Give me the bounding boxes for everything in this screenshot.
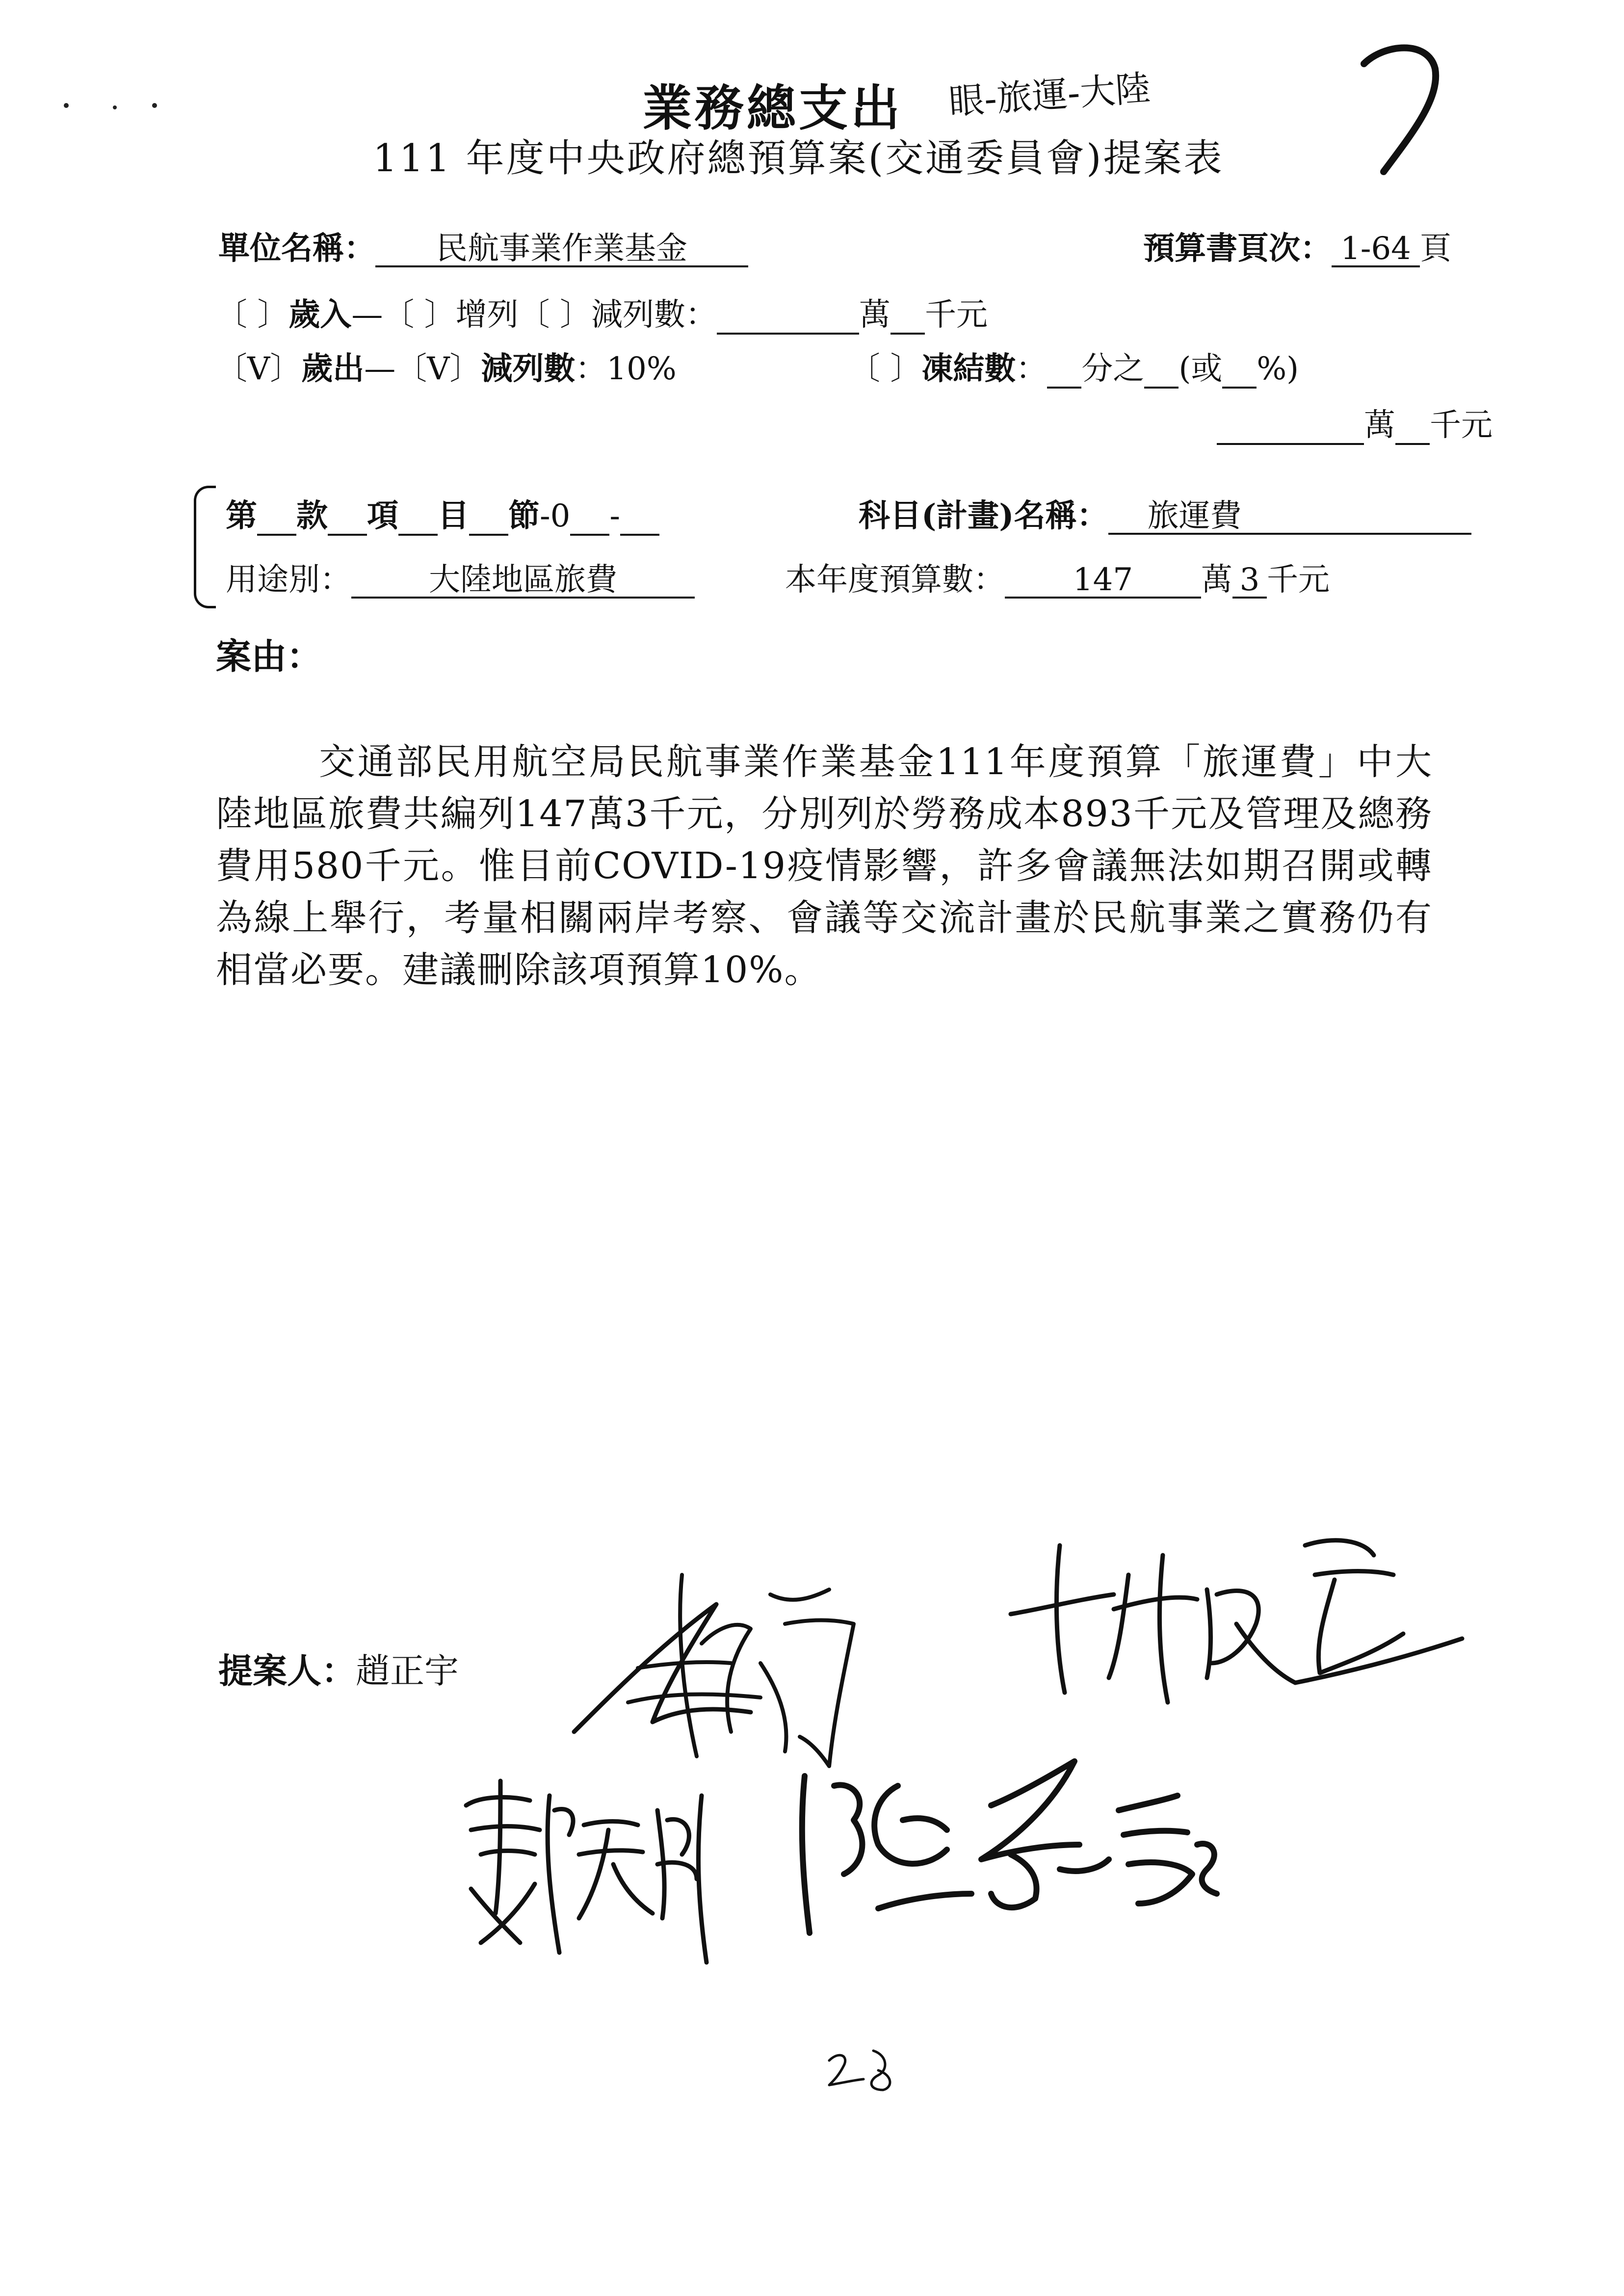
bottom-handwritten-mark — [824, 2041, 898, 2097]
subject-value: 旅運費 — [1108, 500, 1471, 535]
document-title: 業務總支出 — [643, 79, 903, 137]
budget-qian: 千元 — [1267, 562, 1330, 598]
freeze-percent-blank — [1222, 356, 1257, 389]
page-label: 預算書頁次： — [1143, 230, 1332, 267]
freeze-bracket: 〔 〕 — [849, 351, 922, 387]
kuan-label: 第 — [226, 497, 257, 534]
expense-label: 歲出 — [301, 350, 365, 387]
expense-row — [216, 343, 677, 389]
income-bracket: 〔 〕 — [216, 297, 289, 333]
signature-4 — [785, 1747, 1227, 1955]
scan-speck — [113, 105, 117, 109]
purpose-label: 用途別： — [226, 562, 351, 598]
xiang-blank — [328, 503, 367, 536]
proposer-line — [218, 1644, 459, 1693]
budget-wan: 萬 — [1201, 562, 1232, 598]
income-qian: 千元 — [925, 297, 988, 333]
freeze-numerator-blank — [1144, 356, 1179, 389]
mu-label: 目 — [438, 497, 469, 534]
income-qian-blank — [891, 302, 925, 335]
jie-dash: - — [609, 498, 620, 534]
freeze-row — [849, 343, 1299, 389]
freeze-denominator-blank — [1047, 356, 1081, 389]
budget-qian-value: 3 — [1232, 564, 1267, 599]
proposer-label: 提案人： — [218, 1650, 356, 1691]
handwritten-page-number — [1354, 34, 1452, 183]
freeze-amount-blank — [1217, 413, 1364, 445]
unit-label: 單位名稱： — [218, 230, 375, 267]
income-amount-blank — [717, 302, 859, 335]
mu-blank — [398, 503, 438, 536]
freeze-qian-blank — [1395, 413, 1430, 445]
budget-item-bracket — [194, 486, 216, 608]
expense-cut-label: 減列數 — [481, 350, 576, 387]
subject-row — [859, 491, 1471, 536]
jie-dash-blank — [620, 503, 659, 536]
page-suffix: 頁 — [1420, 231, 1451, 267]
reason-label: 案由： — [216, 635, 322, 677]
scan-speck — [64, 103, 69, 108]
jie-blank — [469, 503, 508, 536]
budget-value: 147 — [1005, 564, 1201, 599]
scan-speck — [152, 103, 157, 108]
freeze-amount-row — [1217, 400, 1493, 445]
signature-2 — [1001, 1516, 1472, 1724]
jie-label: 節 — [508, 497, 540, 534]
budget-label: 本年度預算數： — [785, 562, 1005, 598]
freeze-colon: ： — [1016, 351, 1048, 387]
freeze-label: 凍結數 — [921, 350, 1016, 387]
kuan-blank — [257, 503, 296, 536]
income-wan: 萬 — [859, 297, 891, 333]
income-options: —〔 〕增列〔 〕減列數： — [351, 297, 717, 333]
budget-row — [785, 554, 1330, 600]
page-ref-row — [1143, 223, 1451, 268]
reason-paragraph: 交通部民用航空局民航事業作業基金111年度預算「旅運費」中大陸地區旅費共編列147萬3千元，分別列於勞務成本893千元及管理及總務費用580千元。惟目前COVID-19疫情影響，許多會議無法如期召開或轉為線上舉行，考量相關兩岸考察、會議等交流計畫於民航事業之實務仍有相當必要。建議刪除該項預算10%。 — [216, 741, 1433, 991]
purpose-value: 大陸地區旅費 — [351, 564, 695, 599]
freeze-fraction: 分之 — [1081, 351, 1145, 387]
page-value: 1-64 — [1332, 233, 1420, 267]
freeze-qian: 千元 — [1430, 407, 1493, 444]
income-row — [216, 289, 988, 335]
subject-label: 科目(計畫)名稱： — [859, 497, 1108, 534]
expense-bracket: 〔V〕 — [216, 351, 302, 387]
freeze-wan: 萬 — [1364, 407, 1395, 444]
expense-cut-value: ：10% — [575, 351, 677, 387]
document-subtitle: 111 年度中央政府總預算案(交通委員會)提案表 — [373, 136, 1224, 181]
handwritten-note: 眼-旅運-大陸 — [947, 67, 1152, 123]
budget-item-row — [226, 491, 659, 536]
proposer-name: 趙正宇 — [356, 1651, 459, 1691]
purpose-row — [226, 554, 695, 600]
expense-options: —〔V〕 — [364, 351, 481, 387]
income-label: 歲入 — [288, 296, 352, 333]
xiang-label: 項 — [367, 497, 398, 534]
jie-value: -0 — [540, 498, 571, 534]
unit-row — [218, 223, 748, 268]
freeze-or-open: (或 — [1179, 351, 1223, 387]
jie-value-blank — [570, 503, 609, 536]
kuan2-label: 款 — [296, 497, 328, 534]
freeze-or-close: %) — [1257, 351, 1299, 387]
unit-value: 民航事業作業基金 — [375, 233, 748, 267]
signature-3 — [451, 1766, 736, 1974]
